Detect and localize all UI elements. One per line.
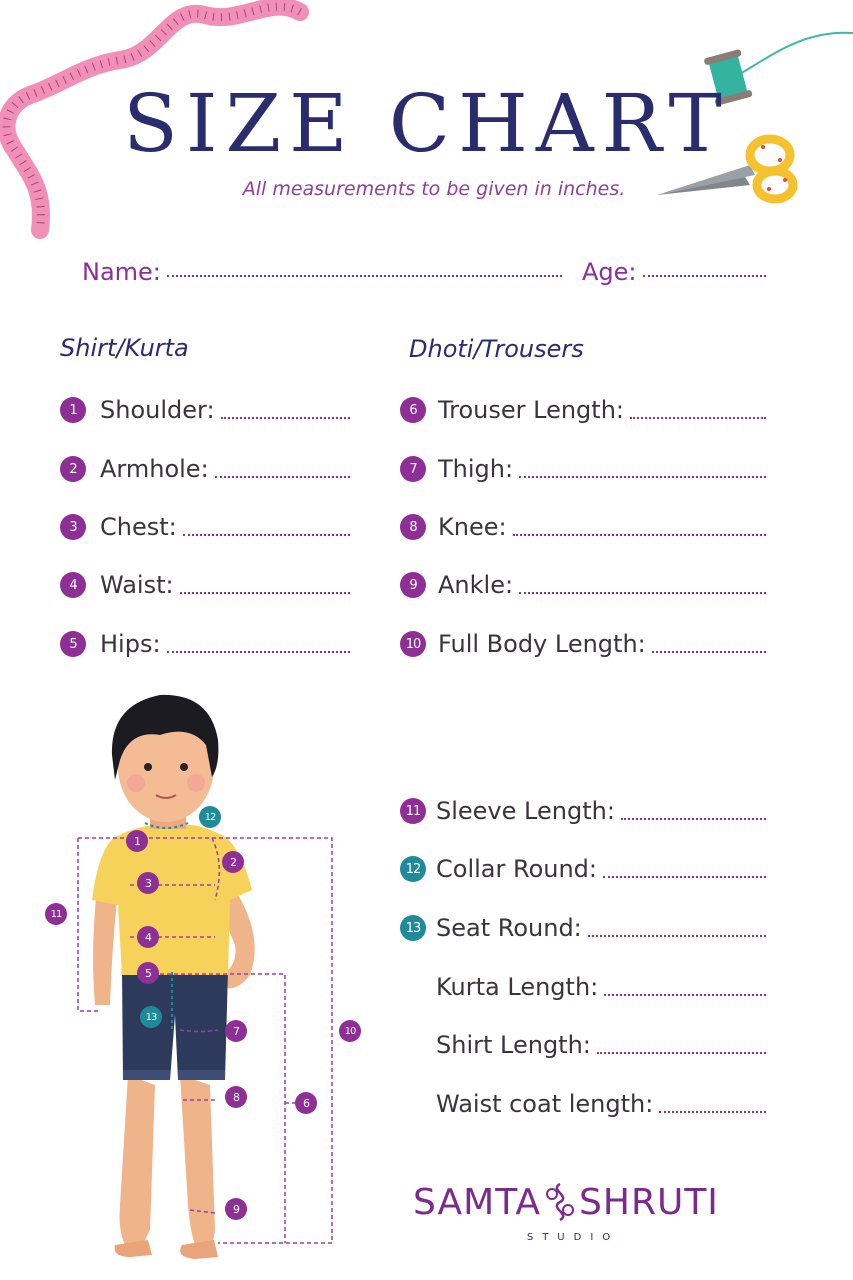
number-badge: 3 xyxy=(60,514,86,540)
measure-line[interactable] xyxy=(513,534,766,536)
measure-label: Waist coat length: xyxy=(436,1090,654,1118)
number-badge: 6 xyxy=(400,397,426,423)
measure-item-hips[interactable] xyxy=(60,628,350,660)
measure-label: Trouser Length: xyxy=(438,396,624,424)
measure-line[interactable] xyxy=(588,935,766,937)
measure-item-collar-round[interactable] xyxy=(400,853,766,885)
age-label: Age: xyxy=(582,258,637,286)
measure-label: Hips: xyxy=(100,630,161,658)
name-label: Name: xyxy=(82,258,161,286)
measure-line[interactable] xyxy=(180,592,350,594)
figure-marker-1: 1 xyxy=(126,830,148,852)
measure-item-sleeve-length[interactable] xyxy=(400,795,766,827)
page-title: SIZE CHART xyxy=(123,77,730,170)
number-badge: 10 xyxy=(400,631,426,657)
measure-item-kurta-length[interactable] xyxy=(436,971,766,1003)
figure-marker-5: 5 xyxy=(137,962,159,984)
figure-marker-4: 4 xyxy=(137,926,159,948)
measure-label: Knee: xyxy=(438,513,507,541)
number-badge: 4 xyxy=(60,572,86,598)
measure-line[interactable] xyxy=(630,417,766,419)
figure-marker-6: 6 xyxy=(295,1092,317,1114)
name-field[interactable] xyxy=(82,258,562,286)
measure-line[interactable] xyxy=(183,534,350,536)
measure-item-full-body-length[interactable] xyxy=(400,628,766,660)
measure-label: Ankle: xyxy=(438,571,514,599)
measure-label: Shoulder: xyxy=(100,396,215,424)
brand-subtitle: STUDIO xyxy=(526,1232,620,1243)
number-badge: 12 xyxy=(400,856,426,882)
age-field[interactable] xyxy=(582,258,766,286)
measure-item-seat-round[interactable] xyxy=(400,912,766,944)
measure-label: Shirt Length: xyxy=(436,1031,591,1059)
figure-marker-7: 7 xyxy=(225,1020,247,1042)
figure-marker-11: 11 xyxy=(45,903,67,925)
page-subtitle: All measurements to be given in inches. xyxy=(242,178,626,200)
figure-marker-3: 3 xyxy=(137,872,159,894)
measure-item-armhole[interactable] xyxy=(60,453,350,485)
measure-label: Kurta Length: xyxy=(436,973,599,1001)
measure-label: Seat Round: xyxy=(436,914,582,942)
measure-item-ankle[interactable] xyxy=(400,569,766,601)
number-badge: 8 xyxy=(400,514,426,540)
measure-item-waist[interactable] xyxy=(60,569,350,601)
figure-marker-10: 10 xyxy=(339,1020,361,1042)
number-badge: 5 xyxy=(60,631,86,657)
measure-item-knee[interactable] xyxy=(400,511,766,543)
number-badge: 11 xyxy=(400,798,426,824)
measure-line[interactable] xyxy=(604,994,766,996)
measure-line[interactable] xyxy=(603,876,766,878)
number-badge: 7 xyxy=(400,456,426,482)
measure-line[interactable] xyxy=(659,1111,766,1113)
age-line[interactable] xyxy=(643,275,766,277)
measure-label: Armhole: xyxy=(100,455,209,483)
brand-name-right: SHRUTI xyxy=(579,1181,719,1223)
measure-item-shirt-length[interactable] xyxy=(436,1029,766,1061)
measure-item-waist-coat-length[interactable] xyxy=(436,1088,766,1120)
measure-item-trouser-length[interactable] xyxy=(400,394,766,426)
measure-label: Full Body Length: xyxy=(438,630,646,658)
brand-emblem-icon xyxy=(541,1180,579,1224)
measure-line[interactable] xyxy=(621,818,766,820)
measure-item-chest[interactable] xyxy=(60,511,350,543)
figure-marker-2: 2 xyxy=(222,851,244,873)
measure-line[interactable] xyxy=(221,417,350,419)
number-badge: 9 xyxy=(400,572,426,598)
brand-logo xyxy=(413,1180,733,1224)
number-badge: 2 xyxy=(60,456,86,482)
measure-label: Thigh: xyxy=(438,455,514,483)
measure-label: Waist: xyxy=(100,571,174,599)
measure-line[interactable] xyxy=(597,1052,766,1054)
measure-label: Chest: xyxy=(100,513,177,541)
measure-label: Sleeve Length: xyxy=(436,797,615,825)
measure-item-shoulder[interactable] xyxy=(60,394,350,426)
section-heading-shirt: Shirt/Kurta xyxy=(60,334,189,362)
figure-marker-12: 12 xyxy=(199,806,221,828)
figure-marker-13: 13 xyxy=(140,1006,162,1028)
boy-figure-illustration xyxy=(0,685,380,1275)
measure-line[interactable] xyxy=(519,476,766,478)
section-heading-trousers: Dhoti/Trousers xyxy=(409,335,584,363)
measure-line[interactable] xyxy=(652,651,766,653)
measure-item-thigh[interactable] xyxy=(400,453,766,485)
measure-line[interactable] xyxy=(519,592,766,594)
number-badge: 1 xyxy=(60,397,86,423)
measure-label: Collar Round: xyxy=(436,855,598,883)
number-badge: 13 xyxy=(400,915,426,941)
figure-marker-9: 9 xyxy=(225,1198,247,1220)
brand-name-left: SAMTA xyxy=(413,1181,542,1223)
measure-line[interactable] xyxy=(167,651,350,653)
measure-line[interactable] xyxy=(215,476,350,478)
name-line[interactable] xyxy=(167,275,562,277)
figure-marker-8: 8 xyxy=(225,1086,247,1108)
